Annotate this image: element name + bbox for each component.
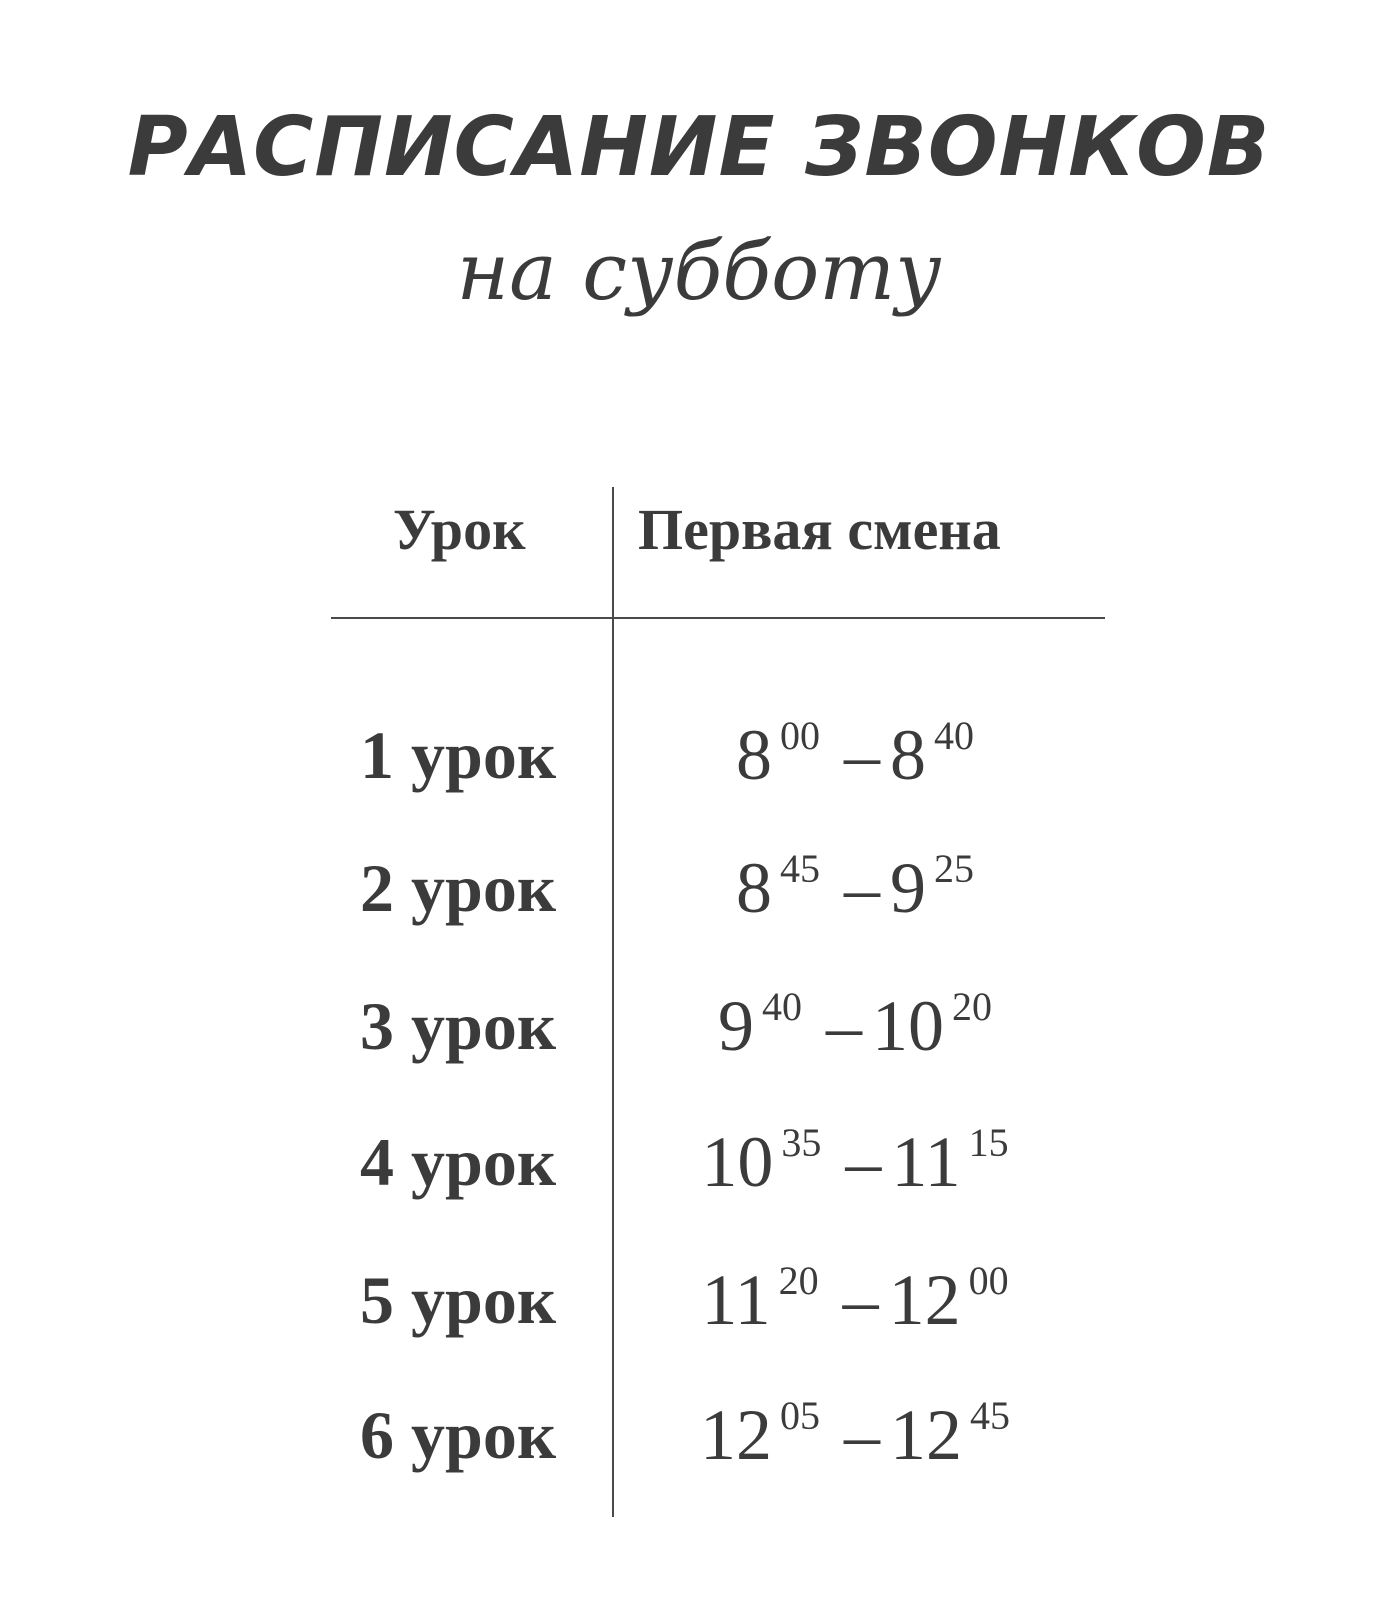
table-row: [0, 705, 1398, 815]
lesson-label: 4 урок: [360, 1124, 556, 1200]
page-title: РАСПИСАНИЕ ЗВОНКОВ: [127, 100, 1271, 195]
table-row: [0, 976, 1398, 1086]
lesson-label: 5 урок: [360, 1262, 556, 1338]
lesson-label: 6 урок: [360, 1397, 556, 1473]
time-dash: –: [844, 1395, 880, 1475]
start-hour: 8: [736, 848, 772, 928]
lesson-time: [640, 838, 1070, 949]
lesson-label: 1 урок: [360, 717, 556, 793]
time-dash: –: [844, 715, 880, 795]
table-row: [0, 838, 1398, 948]
time-dash: –: [845, 1122, 882, 1202]
table-header-divider: [331, 617, 1105, 619]
end-minute: 25: [934, 846, 974, 891]
start-minute: 20: [778, 1258, 819, 1303]
column-header-shift: Первая смена: [638, 497, 1001, 562]
lesson-time: [640, 1385, 1070, 1496]
start-hour: 10: [701, 1122, 774, 1202]
start-minute: 45: [780, 846, 820, 891]
lesson-label: 3 урок: [360, 988, 556, 1064]
end-hour: 10: [872, 986, 944, 1066]
end-hour: 12: [890, 1395, 962, 1475]
time-dash: –: [826, 986, 862, 1066]
end-minute: 45: [970, 1393, 1010, 1438]
start-hour: 11: [701, 1260, 771, 1340]
end-minute: 00: [968, 1258, 1009, 1303]
start-minute: 35: [781, 1120, 822, 1165]
start-minute: 00: [780, 713, 820, 758]
table-row: [0, 1112, 1398, 1222]
time-dash: –: [844, 848, 880, 928]
lesson-time: [640, 1112, 1070, 1223]
column-header-lesson: Урок: [393, 497, 526, 562]
start-minute: 05: [780, 1393, 820, 1438]
page-subtitle: на субботу: [456, 225, 942, 318]
start-hour: 8: [736, 715, 772, 795]
end-hour: 11: [891, 1122, 961, 1202]
start-minute: 40: [762, 984, 802, 1029]
end-hour: 9: [890, 848, 926, 928]
end-minute: 15: [968, 1120, 1009, 1165]
lesson-label: 2 урок: [360, 850, 556, 926]
table-row: [0, 1250, 1398, 1360]
time-dash: –: [842, 1260, 879, 1340]
end-minute: 20: [952, 984, 992, 1029]
start-hour: 9: [718, 986, 754, 1066]
lesson-time: [640, 976, 1070, 1087]
end-hour: 8: [890, 715, 926, 795]
lesson-time: [640, 705, 1070, 816]
end-minute: 40: [934, 713, 974, 758]
lesson-time: [640, 1250, 1070, 1361]
start-hour: 12: [700, 1395, 772, 1475]
table-row: [0, 1385, 1398, 1495]
end-hour: 12: [888, 1260, 961, 1340]
